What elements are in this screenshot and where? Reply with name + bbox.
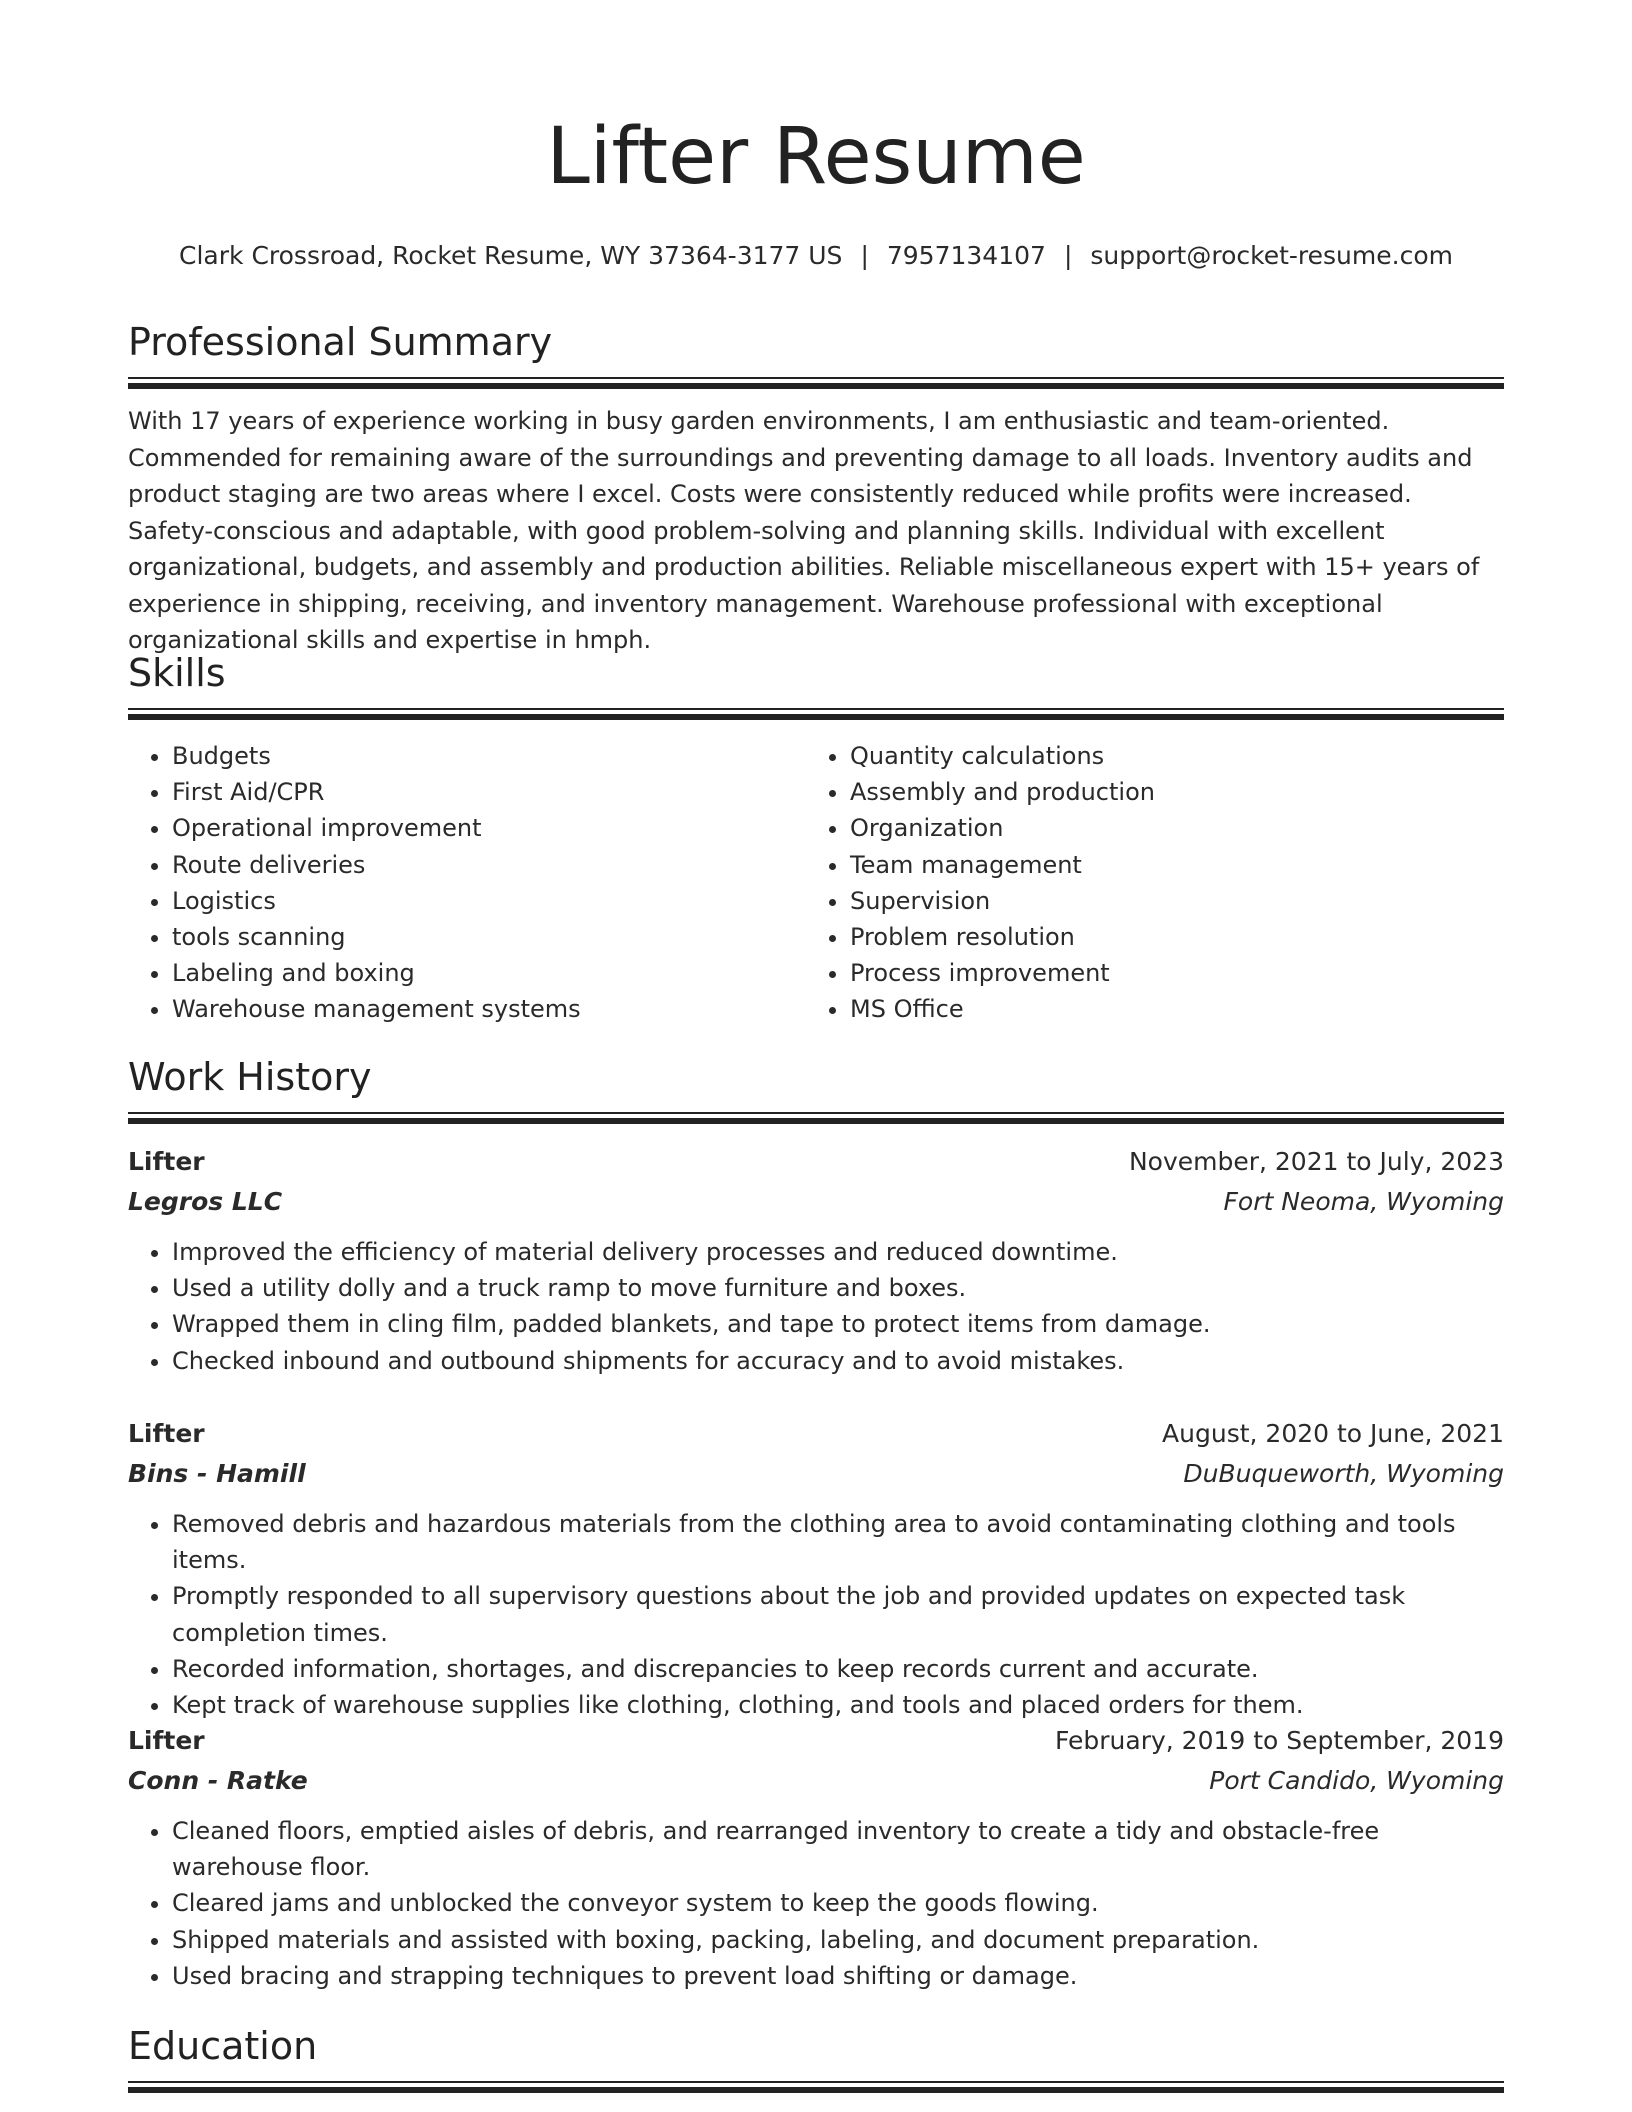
skills-heading: Skills	[128, 651, 226, 695]
job-company: Legros LLC	[128, 1187, 283, 1216]
list-item: • Improved the efficiency of material delivery processes and reduced downtime.	[172, 1234, 1504, 1270]
list-item: • Checked inbound and outbound shipments for accuracy and to avoid mistakes.	[172, 1343, 1504, 1379]
list-item: • Cleared jams and unblocked the conveyor system to keep the goods flowing.	[172, 1885, 1504, 1921]
job-dates: August, 2020 to June, 2021	[1162, 1419, 1504, 1448]
list-item: • Process improvement	[850, 955, 1486, 991]
job-header	[128, 1142, 1504, 1182]
education-heading: Education	[128, 2024, 318, 2068]
contact-phone: 7957134107	[886, 241, 1046, 270]
list-item: • Budgets	[172, 738, 808, 774]
job-dates: February, 2019 to September, 2019	[1055, 1726, 1504, 1755]
contact-separator: |	[860, 241, 869, 270]
section-divider	[128, 2081, 1504, 2094]
skills-column-left	[128, 738, 808, 1028]
list-item: • Recorded information, shortages, and discrepancies to keep records current and accurate.	[172, 1651, 1504, 1687]
job-entry	[128, 1414, 1504, 1723]
section-divider	[128, 377, 1504, 390]
job-entry	[128, 1142, 1504, 1379]
job-bullets	[128, 1813, 1504, 1994]
list-item: • Assembly and production	[850, 774, 1486, 810]
contact-address: Clark Crossroad, Rocket Resume, WY 37364-3177 US	[179, 241, 843, 270]
list-item: • Cleaned floors, emptied aisles of debris, and rearranged inventory to create a tidy and obstacle-free warehouse floor.	[172, 1813, 1504, 1885]
list-item: • Wrapped them in cling film, padded blankets, and tape to protect items from damage.	[172, 1306, 1504, 1342]
job-bullets	[128, 1506, 1504, 1723]
list-item: • tools scanning	[172, 919, 808, 955]
list-item: • First Aid/CPR	[172, 774, 808, 810]
job-company: Bins - Hamill	[128, 1459, 306, 1488]
list-item: • Removed debris and hazardous materials from the clothing area to avoid contaminating clothing and tools items.	[172, 1506, 1504, 1578]
job-location: Fort Neoma, Wyoming	[1223, 1187, 1504, 1216]
list-item: • Warehouse management systems	[172, 991, 808, 1027]
list-item: • Route deliveries	[172, 847, 808, 883]
list-item: • Operational improvement	[172, 810, 808, 846]
summary-text: With 17 years of experience working in busy garden environments, I am enthusiastic and team-oriented. Commended for remaining aware of the surroundings and preventing damage to all loads. Inventory audits and product staging are two areas where I excel. Costs were consistently reduced while profits were increased. Safety-conscious and adaptable, with good problem-solving and planning skills. Individual with excellent organizational, budgets, and assembly and production abilities. Reliable miscellaneous expert with 15+ years of experience in shipping, receiving, and inventory management. Warehouse professional with exceptional organizational skills and expertise in hmph.	[128, 407, 1480, 654]
skills-list	[806, 738, 1486, 1028]
job-entry	[128, 1721, 1504, 1994]
contact-email[interactable]: support@rocket-resume.com	[1090, 241, 1453, 270]
list-item: • Kept track of warehouse supplies like clothing, clothing, and tools and placed orders for them.	[172, 1687, 1504, 1723]
list-item: • Problem resolution	[850, 919, 1486, 955]
job-location: Port Candido, Wyoming	[1209, 1766, 1504, 1795]
section-divider	[128, 708, 1504, 721]
job-subheader	[128, 1761, 1504, 1801]
job-subheader	[128, 1182, 1504, 1222]
list-item: • Used bracing and strapping techniques to prevent load shifting or damage.	[172, 1958, 1504, 1994]
list-item: • Team management	[850, 847, 1486, 883]
resume-title: Lifter Resume	[546, 112, 1086, 202]
job-subheader	[128, 1454, 1504, 1494]
job-bullets	[128, 1234, 1504, 1379]
job-title: Lifter	[128, 1147, 205, 1176]
job-location: DuBuqueworth, Wyoming	[1183, 1459, 1504, 1488]
list-item: • Used a utility dolly and a truck ramp to move furniture and boxes.	[172, 1270, 1504, 1306]
job-title: Lifter	[128, 1726, 205, 1755]
work-history-heading: Work History	[128, 1055, 372, 1099]
list-item: • Supervision	[850, 883, 1486, 919]
list-item: • Logistics	[172, 883, 808, 919]
list-item: • Shipped materials and assisted with boxing, packing, labeling, and document preparation.	[172, 1922, 1504, 1958]
list-item: • Quantity calculations	[850, 738, 1486, 774]
section-divider	[128, 1112, 1504, 1125]
list-item: • Labeling and boxing	[172, 955, 808, 991]
list-item: • Promptly responded to all supervisory questions about the job and provided updates on expected task completion times.	[172, 1578, 1504, 1650]
job-company: Conn - Ratke	[128, 1766, 308, 1795]
summary-heading: Professional Summary	[128, 320, 553, 364]
job-header	[128, 1721, 1504, 1761]
list-item: • Organization	[850, 810, 1486, 846]
job-title: Lifter	[128, 1419, 205, 1448]
list-item: • MS Office	[850, 991, 1486, 1027]
skills-list	[128, 738, 808, 1028]
contact-line	[128, 240, 1504, 272]
skills-column-right	[806, 738, 1486, 1028]
job-header	[128, 1414, 1504, 1454]
contact-separator: |	[1063, 241, 1073, 270]
job-dates: November, 2021 to July, 2023	[1128, 1147, 1504, 1176]
